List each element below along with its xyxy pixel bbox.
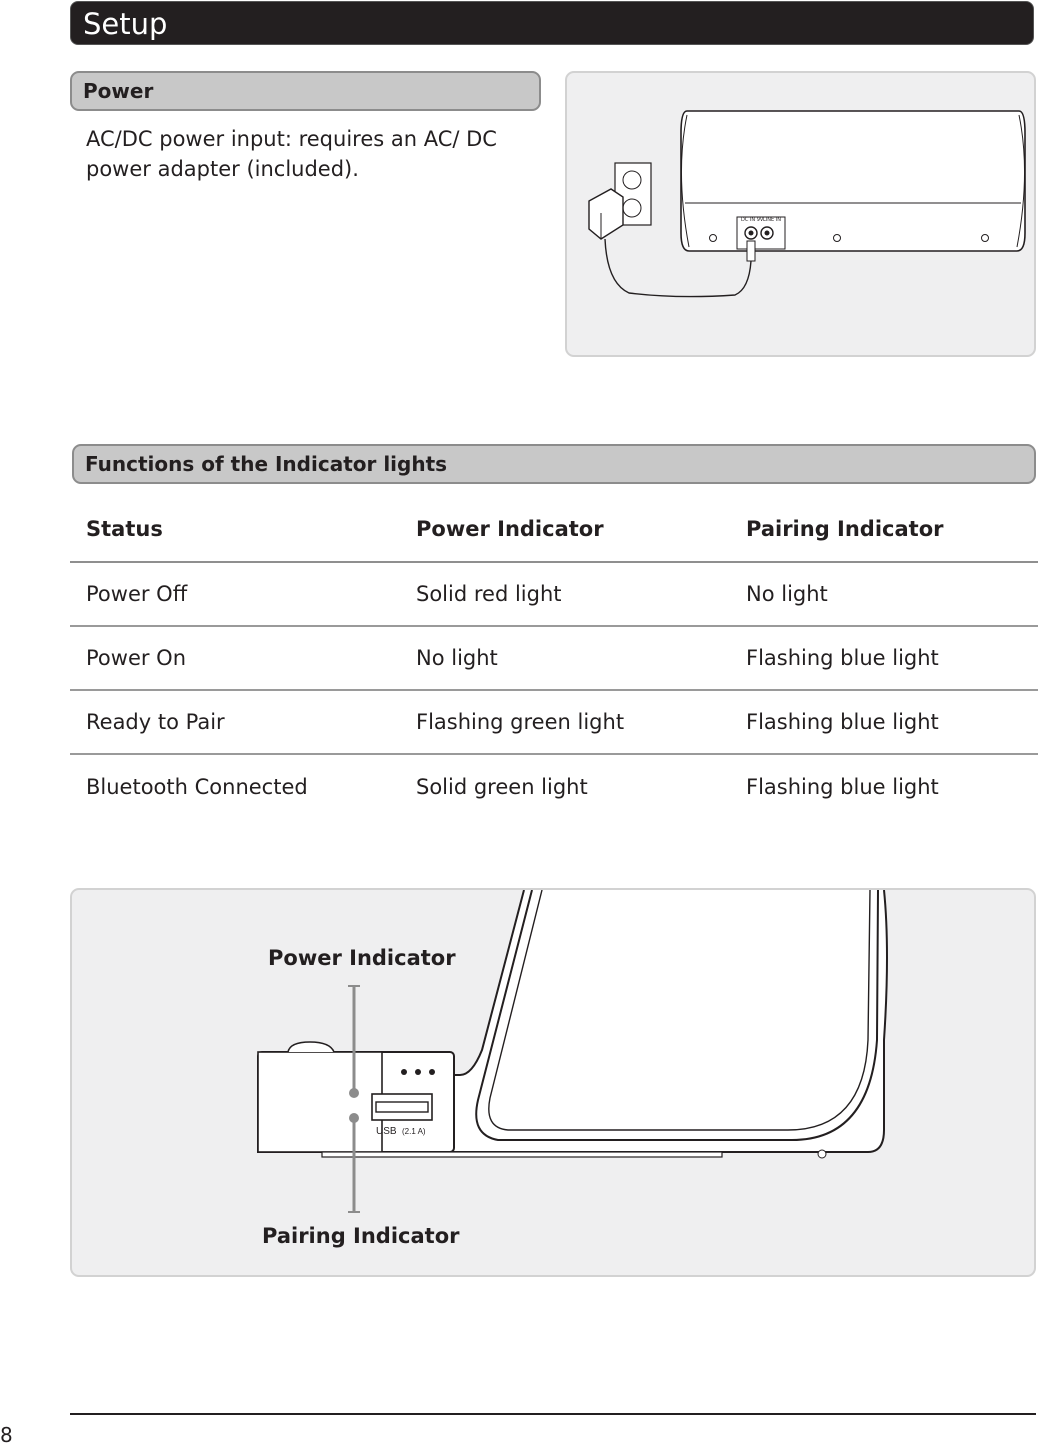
outlet-socket-top	[623, 171, 641, 189]
pairing-indicator-cell: No light	[730, 562, 1038, 626]
power-description: AC/DC power input: requires an AC/ DC power adapter (included).	[86, 127, 497, 181]
page-number: 8	[0, 1423, 13, 1447]
power-illustration	[565, 71, 1036, 357]
table-row	[70, 754, 1038, 818]
status-cell: Power Off	[70, 562, 400, 626]
power-heading: Power	[83, 79, 154, 103]
table-header-row	[70, 496, 1038, 562]
speaker-body	[681, 111, 1025, 251]
dc-in-label: DC IN 9V	[741, 217, 764, 223]
power-section-header	[70, 71, 541, 111]
base-front	[258, 1052, 382, 1152]
table-row	[70, 626, 1038, 690]
footer-rule	[70, 1413, 1036, 1415]
dc-in-jack-center	[749, 231, 754, 236]
status-cell: Bluetooth Connected	[86, 774, 308, 799]
power-indicator-cell: No light	[400, 626, 730, 690]
indicator-table	[70, 496, 1038, 818]
column-header-pairing-indicator: Pairing Indicator	[730, 496, 1038, 562]
pairing-indicator-cell: Flashing blue light	[730, 626, 1038, 690]
top-button-icon	[288, 1042, 334, 1052]
table-row	[70, 690, 1038, 754]
pairing-indicator-cell: Flashing blue light	[730, 690, 1038, 754]
speaker-side-diagram	[72, 890, 1038, 1279]
power-indicator-cell: Flashing green light	[400, 690, 730, 754]
status-cell: Ready to Pair	[70, 690, 400, 754]
screw-hole-2	[834, 235, 841, 242]
indicator-diagram	[70, 888, 1036, 1277]
indicator-heading: Functions of the Indicator lights	[85, 452, 448, 476]
usb-rating: (2.1 A)	[402, 1127, 426, 1136]
usb-port-slot	[376, 1102, 428, 1112]
power-indicator-callout: Power Indicator	[268, 946, 456, 970]
power-indicator-cell: Solid red light	[400, 562, 730, 626]
pairing-indicator-light	[349, 1113, 359, 1123]
status-cell: Power On	[70, 626, 400, 690]
foot-icon	[818, 1150, 826, 1158]
screw-hole-1	[710, 235, 717, 242]
dc-plug-icon	[747, 241, 755, 261]
top-dot-2	[415, 1069, 421, 1075]
line-in-jack-center	[765, 231, 770, 236]
outlet-socket-bottom	[623, 199, 641, 217]
indicator-section-header	[72, 444, 1036, 484]
column-header-power-indicator: Power Indicator	[400, 496, 730, 562]
bottom-plate	[322, 1152, 722, 1157]
line-in-label: LINE IN	[763, 217, 781, 223]
column-header-status: Status	[70, 496, 400, 562]
page-title-bar	[70, 1, 1034, 45]
pairing-indicator-callout: Pairing Indicator	[262, 1224, 460, 1248]
power-indicator-cell: Solid green light	[416, 774, 588, 799]
top-dot-1	[401, 1069, 407, 1075]
power-diagram	[567, 73, 1038, 359]
pairing-indicator-cell: Flashing blue light	[746, 774, 939, 799]
top-dot-3	[429, 1069, 435, 1075]
screw-hole-3	[982, 235, 989, 242]
table-row	[70, 562, 1038, 626]
page-title: Setup	[83, 7, 168, 41]
usb-label: USB	[376, 1126, 397, 1137]
power-adapter-icon	[589, 189, 623, 239]
power-indicator-light	[349, 1088, 359, 1098]
